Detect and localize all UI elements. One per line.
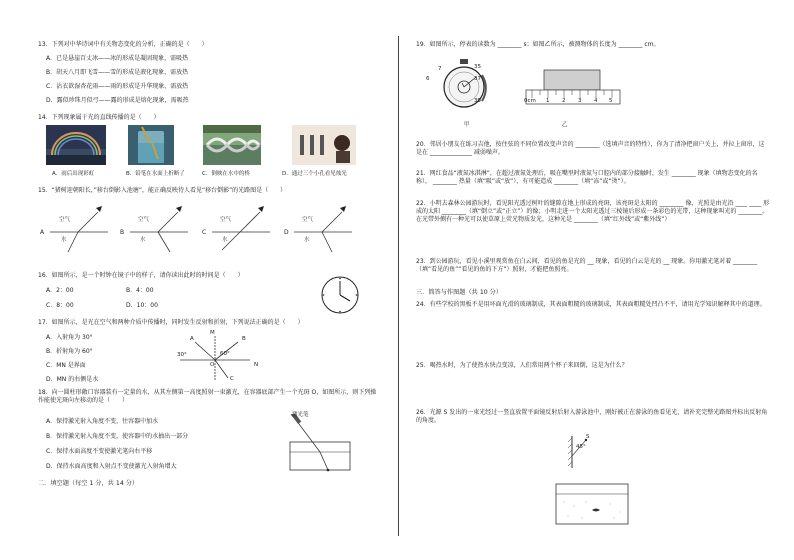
q15-water-b: 水	[140, 237, 146, 243]
q17-angle-60: 60°	[220, 351, 230, 357]
ruler-unit: 0cm	[524, 98, 536, 104]
rainbow-photo	[46, 125, 106, 165]
q14-caption-c: C．倒映在水中的桥	[202, 171, 250, 177]
q15-label-d: D	[284, 229, 289, 236]
caption-jia: 甲	[464, 122, 470, 128]
mirror-clock-icon	[320, 275, 360, 315]
laser-container-diagram	[276, 414, 366, 474]
q15-stem: 15．“猪树迎朝阳长，”移台倒影入池塘”，能正确反映待人看见“移台倒影”的光路图是（ ）	[38, 187, 287, 194]
q13-option-a: A．已是悬崖百丈冰——冰的形成是凝固现象，需吸热	[46, 55, 189, 62]
ruler-diagram	[522, 64, 622, 109]
q15-air-a: 空气	[59, 217, 71, 223]
q17-option-d: D．MN 的右侧是水	[46, 376, 99, 383]
ruler-tick-3: 3	[578, 98, 582, 104]
q17-option-b: B．折射角为 60°	[46, 348, 93, 355]
q15-water-d: 水	[304, 237, 310, 243]
q14-stem: 14．下列现象属于光的直线传播的是（ ）	[38, 114, 160, 121]
q18-option-b: B．保持激光射入角度不变，使容器中的水抽出一部分	[46, 433, 189, 440]
q14-caption-a: A．雨后出现彩虹	[52, 171, 95, 177]
right-column	[412, 0, 772, 560]
q16-stem: 16．如图所示，是一个时钟在镜子中的样子，请你读出此时的时间是（ ）	[38, 272, 244, 279]
section-2-heading: 二．填空题（每空 1 分，共 14 分）	[38, 480, 139, 487]
column-divider	[398, 36, 399, 536]
ruler-tick-2: 2	[562, 98, 566, 104]
watch-tick-37: 37	[474, 76, 481, 82]
q15-water-c: 水	[222, 237, 228, 243]
caption-yi: 乙	[562, 122, 568, 128]
q13-option-c: C．沾衣欲湿杏花雨——雨的形成是升华现象，需放热	[46, 83, 189, 90]
q13-stem: 13．下列对中华诗词中有关物态变化的分析，正确的是（ ）	[38, 41, 208, 48]
ruler-tick-4: 4	[594, 98, 598, 104]
q17-label-b: B	[242, 336, 246, 342]
q15-diagram-d	[282, 204, 362, 254]
q19-stem: 19．如图所示，停表的读数为 ________ s；如图乙所示，被测物体的长度为 ________ cm。	[416, 41, 660, 48]
q20-text: 20．邻居小朋友在练习吉他，按住弦的不同位置改变声音的 ________（选填声音的特性），你为了清净把窗户关上，并拉上窗帘，这是在 ______________ 减弱噪声。	[416, 141, 765, 156]
q17-angle-30: 30°	[177, 352, 187, 358]
q16-option-c: C．8：00	[46, 302, 74, 309]
laser-pen-label: 激光笔	[292, 412, 309, 418]
watch-tick-39: 39	[474, 98, 481, 104]
q25-text: 25．喝热水时，为了使热水快点变凉，人们常用两个杯子来回倒，这是为什么？	[416, 362, 628, 369]
q15-water-a: 水	[61, 237, 67, 243]
q17-label-m: M	[210, 330, 215, 336]
q26-label-s: S	[586, 434, 590, 440]
q24-text: 24．有些学校的黑板不是用坏面光滑的玻璃制成，其表面粗糙的玻璃制成，其表面粗糙处凹凸不平，请用光学知识解释其中的道理。	[416, 301, 766, 308]
q26-text: 26．光源 S 发出的一束光经过一竖直放置平面镜反射后射入游泳池中，刚好被正在游泳的鱼看见光，请补充完整光路图并标出反射角的角度。	[416, 409, 768, 424]
q22-text: 22．小明去森林公园游玩时，看见阳光透过树叶的缝隙在地上形成的亮斑，该亮斑是太阳的 ________ 像，光照是由光沿 ____ ____ 形成的太阳 ________（填“倒立”或“正立”）的像；小明走进一个太阳光透过三棱镜后形成一条彩色的光带，这种现象叫光的 ________。在光带外侧有一种光可以使草原上荧光物质发光，这种光是 ________（填“红外线”或“紫外线”）	[416, 200, 770, 223]
q15-label-b: B	[120, 229, 125, 236]
q13-option-d: D．露似珍珠月似弓——露的形成是熔化现象，需吸热	[46, 97, 189, 104]
q17-label-n: N	[254, 362, 259, 368]
watch-tick-35: 35	[474, 64, 481, 70]
q15-diagram-c	[200, 204, 280, 254]
left-column	[30, 0, 385, 560]
q17-stem: 17．如图所示，是光在空气和两种介质中传播时，同时发生反射和折射，下列说法正确的是（ ）	[38, 319, 304, 326]
q18-stem: 18．向一圆柱形敞口容器装有一定量的水，从其左侧第一高度照射一束激光，在容器底部产生一个光斑 O，如图所示，则下列操作能使光斑向左移动的是（ ）	[38, 389, 377, 404]
watch-tick-6: 6	[426, 76, 430, 82]
q18-option-d: D．保持水面高度和入射点不变使激光入射角增大	[46, 463, 177, 470]
q13-option-b: B．胡天八月即飞雪——雪的形成是液化现象，需放热	[46, 69, 189, 76]
q15-label-a: A	[40, 229, 45, 236]
q23-text: 23．到公园游玩，看见小溪里观赏鱼在白云间，看见的鱼是光的 __ 现象，看见的白云是光的 __ 现象。你用激光笔对着 ________（填“看见的鱼”“看见的鱼的下方”）照射，才能把鱼照亮。	[416, 258, 758, 273]
q17-option-c: C．MN 是界面	[46, 362, 86, 369]
pencil-in-water-photo	[128, 125, 174, 165]
section-3-heading: 三．简答与作图题（共 10 分）	[416, 289, 503, 296]
q17-option-a: A．入射角为 30°	[46, 334, 93, 341]
q26-angle-45: 45°	[576, 444, 586, 450]
q15-air-c: 空气	[220, 217, 232, 223]
q14-caption-d: D．通过三个小孔看见烛光	[282, 171, 347, 177]
q17-label-c: C	[230, 376, 234, 382]
watch-tick-7: 7	[438, 66, 442, 72]
q17-label-o: O	[210, 362, 215, 368]
q14-caption-b: B．铅笔在水面上折断了	[126, 171, 185, 177]
q21-text: 21．网红食品“液氮冰淇淋”，在超过液氮处理后，吸在嘴里时液氮与口腔内的部分接触时，发生 ________ 现象（填物态变化的名称）， ________ 热量（填“吸”或“放”），有可能造成 ________（填“冻”或“烫”）。	[416, 170, 758, 185]
ruler-tick-1: 1	[546, 98, 550, 104]
three-holes-candle-photo	[292, 125, 356, 165]
ruler-tick-5: 5	[609, 98, 613, 104]
q15-air-d: 空气	[302, 217, 314, 223]
q15-air-b: 空气	[138, 217, 150, 223]
q15-diagram-b	[118, 204, 198, 254]
q17-label-a: A	[190, 336, 194, 342]
q15-diagram-a	[38, 204, 118, 254]
q18-option-a: A．保持激光射入角度不变，往容器中加水	[46, 418, 159, 425]
q16-option-b: B．4：00	[126, 287, 154, 294]
q16-option-d: D．10：00	[126, 302, 158, 309]
q15-label-c: C	[202, 229, 207, 236]
stopwatch-icon	[424, 57, 504, 117]
pool-mirror-diagram	[552, 432, 632, 527]
q16-option-a: A．2：00	[46, 287, 74, 294]
q18-option-c: C．保持水面高度不变使激光笔向右平移	[46, 448, 153, 455]
bridge-reflection-photo	[203, 125, 261, 165]
